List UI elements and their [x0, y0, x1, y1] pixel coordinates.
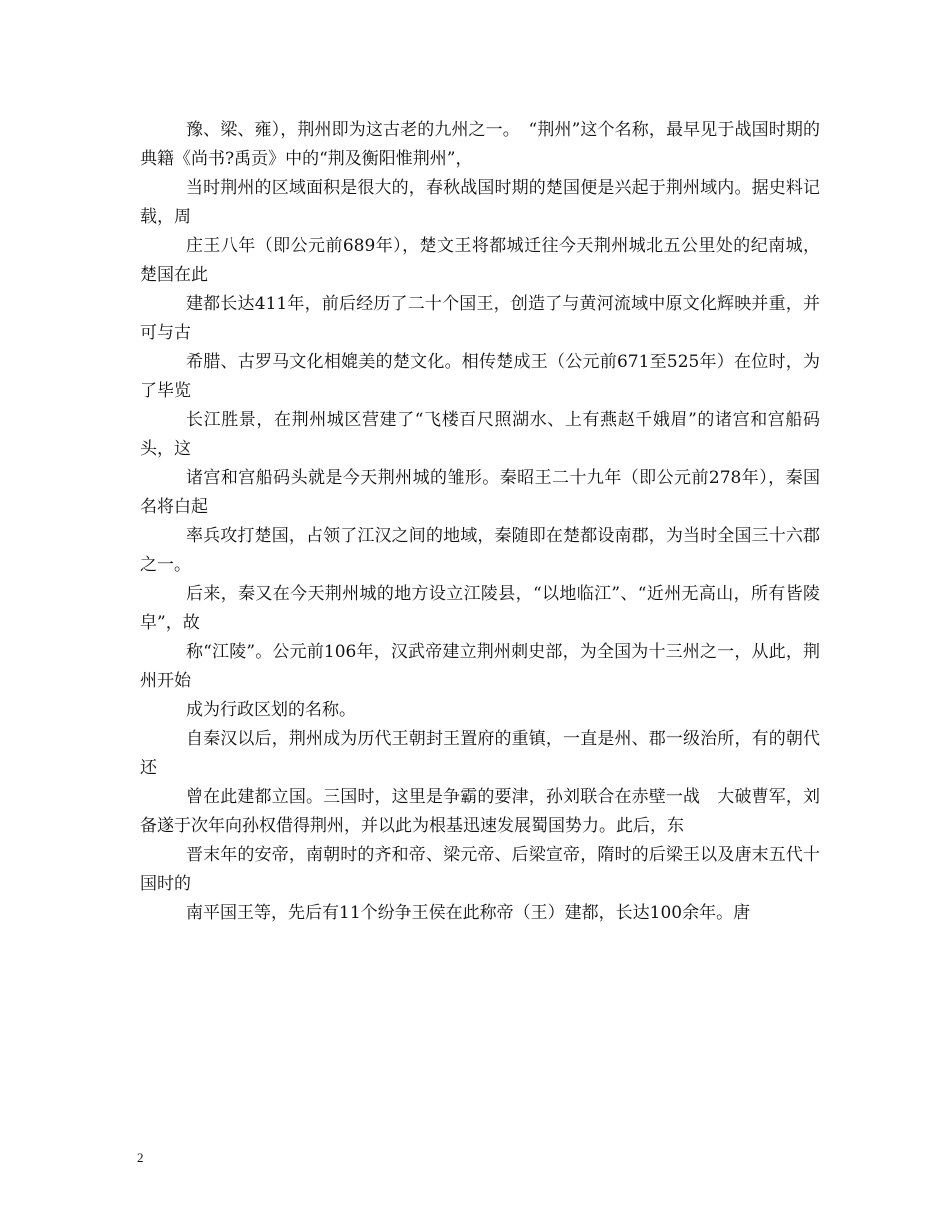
paragraph-5: 希腊、古罗马文化相媲美的楚文化。相传楚成王（公元前671至525年）在位时，为了毕览: [140, 352, 820, 401]
paragraph-2: 当时荆州的区域面积是很大的，春秋战国时期的楚国便是兴起于荆州域内。据史料记载，周: [140, 178, 820, 227]
body-text: [140, 116, 820, 928]
paragraph-6: 长江胜景，在荆州城区营建了“飞楼百尺照湖水、上有燕赵千娥眉”的诸宫和宫船码头，这: [140, 410, 820, 459]
paragraph-14: 晋末年的安帝，南朝时的齐和帝、梁元帝、后梁宣帝，隋时的后梁王以及唐末五代十国时的: [140, 845, 820, 894]
paragraph-4: 建都长达411年，前后经历了二十个国王，创造了与黄河流域中原文化辉映并重，并可与古: [140, 294, 820, 343]
paragraph-9: 后来，秦又在今天荆州城的地方设立江陵县，“以地临江”、“近州无高山，所有皆陵皁”，故: [140, 584, 820, 633]
paragraph-1: 豫、梁、雍），荆州即为这古老的九州之一。 “荆州”这个名称，最早见于战国时期的典籍《尚书?禹贡》中的“荆及衡阳惟荆州”，: [140, 120, 820, 169]
page-number: 2: [137, 1150, 144, 1165]
paragraph-10: 称“江陵”。公元前106年，汉武帝建立荆州刺史部，为全国为十三州之一，从此，荆州开始: [140, 642, 820, 691]
paragraph-8: 率兵攻打楚国，占领了江汉之间的地域，秦随即在楚都设南郡，为当时全国三十六郡之一。: [140, 526, 820, 575]
paragraph-3: 庄王八年（即公元前689年），楚文王将都城迁往今天荆州城北五公里处的纪南城，楚国在此: [140, 236, 820, 285]
paragraph-7: 诸宫和宫船码头就是今天荆州城的雏形。秦昭王二十九年（即公元前278年），秦国名将白起: [140, 468, 820, 517]
paragraph-15: 南平国王等，先后有11个纷争王侯在此称帝（王）建都，长达100余年。唐: [186, 903, 751, 923]
paragraph-12: 自秦汉以后，荆州成为历代王朝封王置府的重镇，一直是州、郡一级治所，有的朝代还: [140, 729, 820, 778]
paragraph-11: 成为行政区划的名称。: [186, 700, 356, 720]
paragraph-13: 曾在此建都立国。三国时，这里是争霸的要津，孙刘联合在赤壁一战 大破曹军，刘备遂于次年向孙权借得荆州，并以此为根基迅速发展蜀国势力。此后，东: [140, 787, 820, 836]
